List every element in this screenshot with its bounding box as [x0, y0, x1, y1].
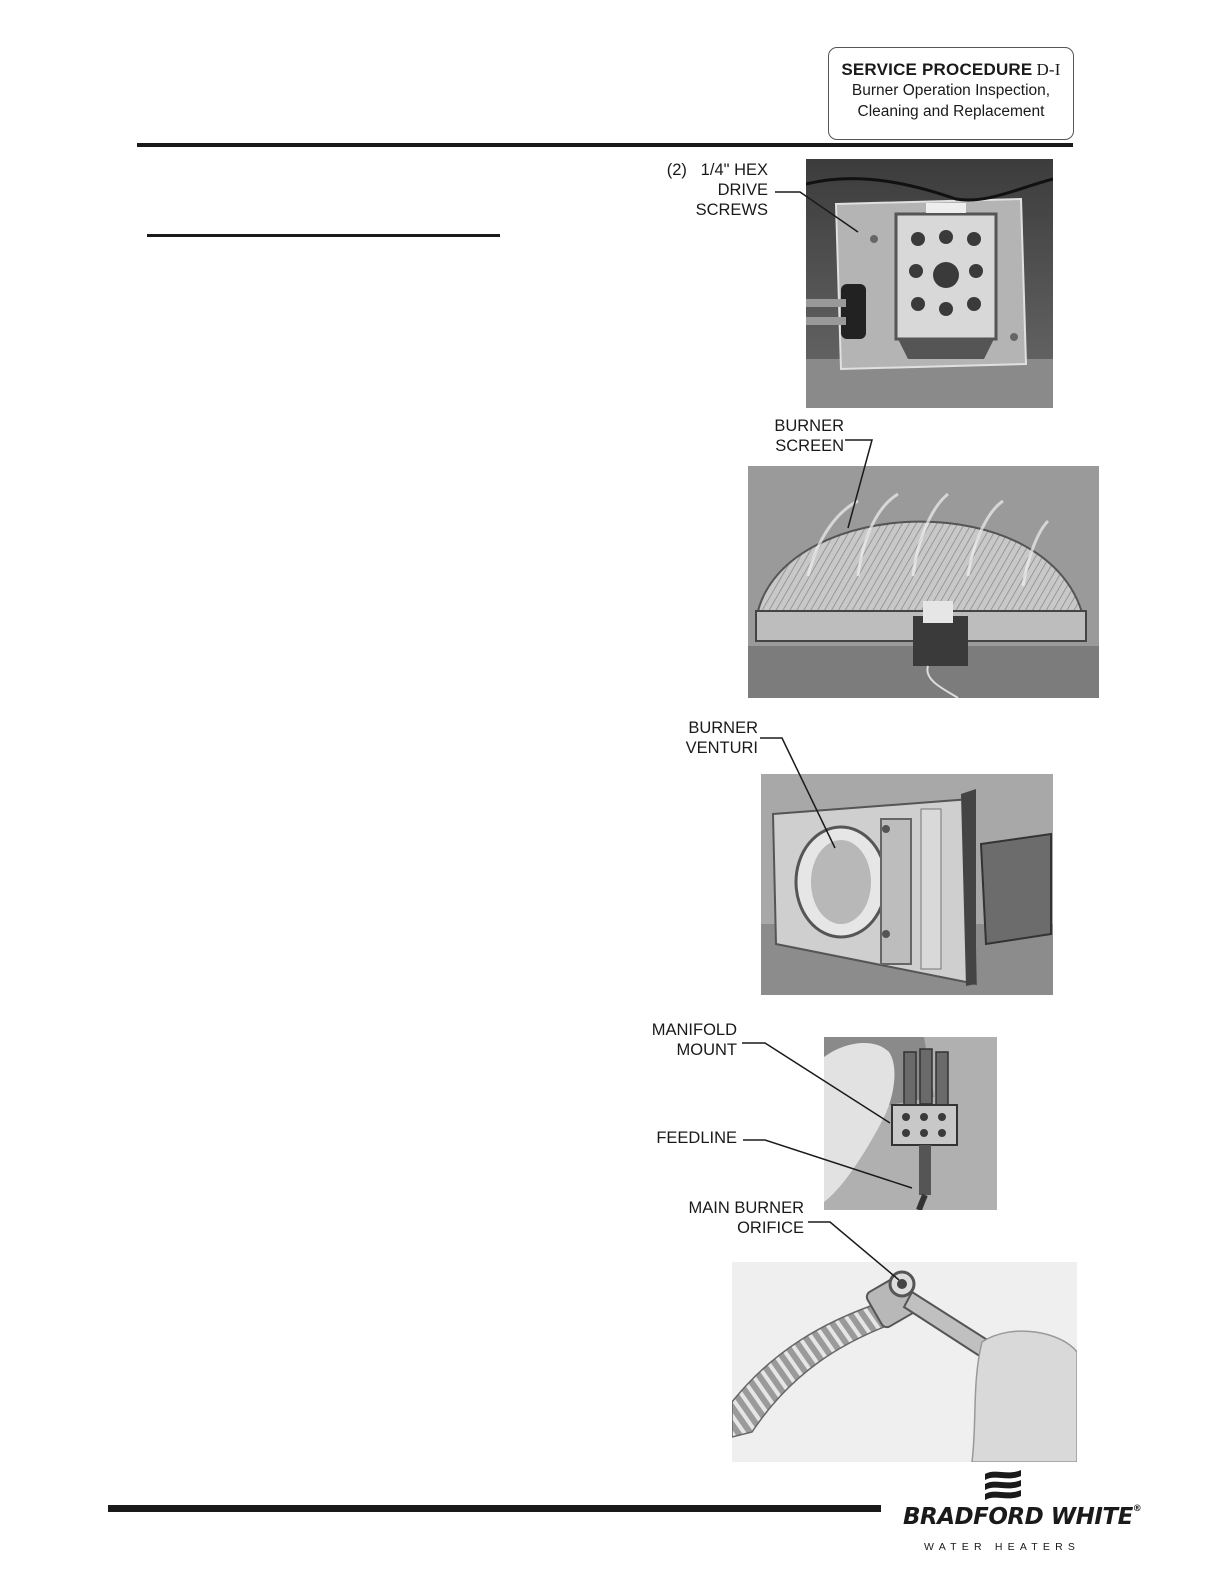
- feedline-label-line1: FEEDLINE: [656, 1129, 737, 1147]
- hex-screws-label: [630, 160, 768, 220]
- brand-name: [903, 1504, 1141, 1530]
- main-burner-orifice-photo: [732, 1262, 1077, 1462]
- hex-screws-label-line3: SCREWS: [695, 201, 768, 219]
- brand-name-text: BRADFORD WHITE: [903, 1504, 1133, 1530]
- brand-registered-mark: ®: [1132, 1504, 1142, 1514]
- burner-venturi-photo: [761, 774, 1053, 995]
- manifold-mount-label-line1: MANIFOLD: [651, 1021, 737, 1039]
- hex-screws-photo: [806, 159, 1053, 408]
- burner-venturi-label: [650, 718, 758, 758]
- manifold-mount-label-line2: MOUNT: [676, 1041, 737, 1059]
- burner-venturi-label-line2: VENTURI: [685, 739, 758, 757]
- main-burner-orifice-label-line1: MAIN BURNER: [688, 1199, 804, 1217]
- hex-screws-label-line2: DRIVE: [717, 181, 768, 199]
- procedure-subtitle-1: Burner Operation Inspection,: [851, 82, 1051, 99]
- burner-screen-label-line1: BURNER: [774, 417, 844, 435]
- procedure-header-box: [828, 47, 1074, 140]
- bradford-white-logo: [898, 1466, 1142, 1561]
- burner-screen-label: [740, 416, 844, 456]
- manifold-mount-photo: [824, 1037, 997, 1210]
- footer-rule: [108, 1505, 881, 1512]
- procedure-subtitle-2: Cleaning and Replacement: [857, 103, 1045, 120]
- burner-venturi-label-line1: BURNER: [688, 719, 758, 737]
- procedure-code: D-I: [1036, 60, 1061, 79]
- procedure-title: SERVICE PROCEDURE: [841, 60, 1033, 79]
- main-burner-orifice-label: [640, 1198, 804, 1238]
- header-rule: [137, 143, 1073, 147]
- brand-tagline: WATER HEATERS: [924, 1541, 1081, 1553]
- section-rule: [147, 234, 500, 237]
- manifold-mount-label: [610, 1020, 737, 1060]
- feedline-label: [610, 1128, 737, 1148]
- flag-icon: [983, 1466, 1023, 1502]
- main-burner-orifice-label-line2: ORIFICE: [737, 1219, 804, 1237]
- procedure-title-line: [829, 60, 1073, 80]
- burner-screen-photo: [748, 466, 1099, 698]
- burner-screen-label-line2: SCREEN: [775, 437, 844, 455]
- hex-screws-label-line1: (2) 1/4" HEX: [666, 161, 768, 179]
